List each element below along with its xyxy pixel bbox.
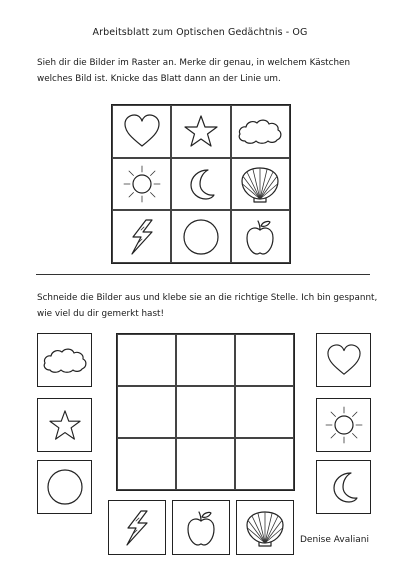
sun-icon xyxy=(122,164,162,204)
cutout-card-lightning[interactable] xyxy=(108,500,166,555)
fold-line xyxy=(36,274,370,275)
moon-icon xyxy=(329,470,359,504)
answer-cell[interactable] xyxy=(235,438,294,490)
cloud-icon xyxy=(237,117,283,145)
circle-icon xyxy=(181,217,221,257)
grid-cell xyxy=(171,158,230,211)
apple-icon xyxy=(185,509,217,547)
sun-icon xyxy=(324,405,364,445)
grid-cell xyxy=(171,105,230,158)
instruction-line: Schneide die Bilder aus und klebe sie an die richtige Stelle. Ich bin gespannt, xyxy=(37,293,378,303)
worksheet-title: Arbeitsblatt zum Optischen Gedächtnis - OG xyxy=(92,27,308,38)
cut-instructions xyxy=(37,290,378,322)
lightning-icon xyxy=(127,218,157,256)
heart-icon xyxy=(122,113,162,149)
shell-icon xyxy=(244,509,286,547)
cloud-icon xyxy=(42,346,88,374)
answer-cell[interactable] xyxy=(235,386,294,438)
grid-cell xyxy=(231,105,290,158)
grid-cell xyxy=(231,210,290,263)
star-icon xyxy=(183,114,219,148)
cutout-card-star[interactable] xyxy=(37,398,92,452)
instruction-line: welches Bild ist. Knicke das Blatt dann an der Linie um. xyxy=(37,74,281,84)
grid-cell xyxy=(231,158,290,211)
cutout-card-shell[interactable] xyxy=(236,500,294,555)
answer-cell[interactable] xyxy=(176,386,235,438)
heart-icon xyxy=(325,343,363,377)
answer-cell[interactable] xyxy=(117,386,176,438)
answer-cell[interactable] xyxy=(176,438,235,490)
cutout-card-cloud[interactable] xyxy=(37,333,92,387)
grid-cell xyxy=(112,105,171,158)
grid-cell xyxy=(112,158,171,211)
cutout-card-circle[interactable] xyxy=(37,460,92,514)
cutout-card-heart[interactable] xyxy=(316,333,371,387)
author-signature: Denise Avaliani xyxy=(300,535,369,545)
star-icon xyxy=(48,409,82,441)
apple-icon xyxy=(244,218,276,256)
instruction-line: Sieh dir die Bilder im Raster an. Merke dir genau, in welchem Kästchen xyxy=(37,58,351,68)
cutout-card-apple[interactable] xyxy=(172,500,230,555)
answer-cell[interactable] xyxy=(117,438,176,490)
lightning-icon xyxy=(122,509,152,547)
answer-grid[interactable] xyxy=(116,333,295,491)
memorize-instructions xyxy=(37,55,372,87)
answer-cell[interactable] xyxy=(117,334,176,386)
answer-cell[interactable] xyxy=(176,334,235,386)
moon-icon xyxy=(186,167,216,201)
answer-cell[interactable] xyxy=(235,334,294,386)
cutout-card-moon[interactable] xyxy=(316,460,371,514)
memorize-grid xyxy=(111,104,291,264)
grid-cell xyxy=(112,210,171,263)
circle-icon xyxy=(45,467,85,507)
cutout-card-sun[interactable] xyxy=(316,398,371,452)
grid-cell xyxy=(171,210,230,263)
shell-icon xyxy=(239,165,281,203)
instruction-line: wie viel du dir gemerkt hast! xyxy=(37,309,165,319)
